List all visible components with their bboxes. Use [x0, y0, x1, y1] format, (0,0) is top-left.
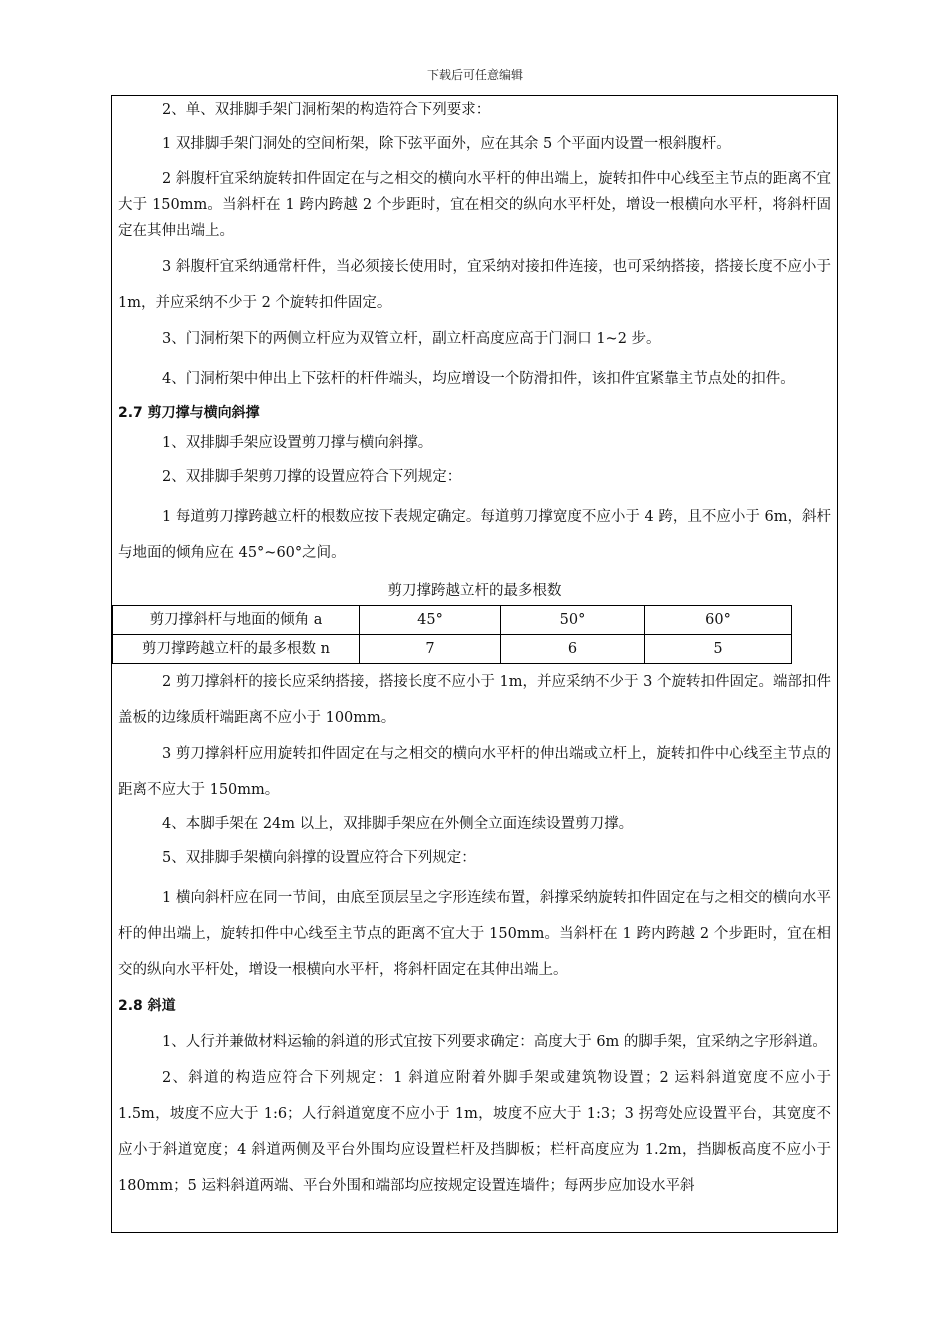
section-heading: 2.7 剪刀撑与横向斜撑 [118, 405, 260, 421]
paragraph: 3、门洞桁架下的两侧立杆应为双管立杆，副立杆高度应高于门洞口 1~2 步。 [162, 331, 661, 347]
paragraph: 4、本脚手架在 24m 以上，双排脚手架应在外侧全立面连续设置剪刀撑。 [162, 816, 634, 832]
paragraph: 1 横向斜杆应在同一节间，由底至顶层呈之字形连续布置，斜撑采纳旋转扣件固定在与之相交的横向水平杆的伸出端上，旋转扣件中心线至主节点的距离不宜大于 150mm。当斜杆在 1 跨内跨越 2 个步距时，宜在相交的纵向水平杆处，增设一根横向水平杆，将斜杆固定在其伸出端上。 [118, 890, 831, 978]
table-cell: 剪刀撑跨越立杆的最多根数 n [113, 635, 360, 664]
table-cell: 50° [501, 606, 645, 635]
paragraph: 2、斜道的构造应符合下列规定：1 斜道应附着外脚手架或建筑物设置；2 运料斜道宽度不应小于 1.5m，坡度不应大于 1:6；人行斜道宽度不应小于 1m，坡度不应大于 1:3；3 拐弯处应设置平台，其宽度不应小于斜道宽度；4 斜道两侧及平台外围均应设置栏杆及挡脚板；栏杆高度应为 1.2m，挡脚板高度不应小于 180mm；5 运料斜道两端、平台外围和端部均应按规定设置连墙件；每两步应加设水平斜 [118, 1070, 831, 1194]
paragraph: 2 剪刀撑斜杆的接长应采纳搭接，搭接长度不应小于 1m，并应采纳不少于 3 个旋转扣件固定。端部扣件盖板的边缘质杆端距离不应小于 100mm。 [118, 674, 831, 726]
paragraph: 2、双排脚手架剪刀撑的设置应符合下列规定： [162, 469, 462, 485]
table-cell: 5 [645, 635, 792, 664]
document-frame [111, 95, 838, 1233]
table-cell: 6 [501, 635, 645, 664]
section-heading: 2.8 斜道 [118, 998, 176, 1014]
page-header: 下载后可任意编辑 [426, 68, 523, 82]
table-row [113, 606, 792, 635]
table-row [113, 635, 792, 664]
document-body [118, 98, 831, 1204]
paragraph: 2 斜腹杆宜采纳旋转扣件固定在与之相交的横向水平杆的伸出端上，旋转扣件中心线至主节点的距离不宜大于 150mm。当斜杆在 1 跨内跨越 2 个步距时，宜在相交的纵向水平杆处，增设一根横向水平杆，将斜杆固定在其伸出端上。 [118, 171, 831, 239]
paragraph: 3 斜腹杆宜采纳通常杆件，当必须接长使用时，宜采纳对接扣件连接，也可采纳搭接，搭接长度不应小于 1m，并应采纳不少于 2 个旋转扣件固定。 [118, 259, 831, 311]
paragraph: 3 剪刀撑斜杆应用旋转扣件固定在与之相交的横向水平杆的伸出端或立杆上，旋转扣件中心线至主节点的距离不应大于 150mm。 [118, 746, 831, 798]
paragraph: 4、门洞桁架中伸出上下弦杆的杆件端头，均应增设一个防滑扣件，该扣件宜紧靠主节点处的扣件。 [162, 371, 795, 387]
table-cell: 7 [360, 635, 501, 664]
paragraph: 2、单、双排脚手架门洞桁架的构造符合下列要求： [162, 102, 491, 118]
spec-table [112, 605, 792, 664]
paragraph: 1 双排脚手架门洞处的空间桁架，除下弦平面外，应在其余 5 个平面内设置一根斜腹杆。 [162, 136, 731, 152]
table-cell: 60° [645, 606, 792, 635]
table-cell: 45° [360, 606, 501, 635]
table-caption: 剪刀撑跨越立杆的最多根数 [387, 583, 562, 599]
paragraph: 1、双排脚手架应设置剪刀撑与横向斜撑。 [162, 435, 433, 451]
paragraph: 5、双排脚手架横向斜撑的设置应符合下列规定： [162, 850, 476, 866]
paragraph: 1 每道剪刀撑跨越立杆的根数应按下表规定确定。每道剪刀撑宽度不应小于 4 跨，且不应小于 6m，斜杆与地面的倾角应在 45°~60°之间。 [118, 509, 831, 561]
table-cell: 剪刀撑斜杆与地面的倾角 a [113, 606, 360, 635]
paragraph: 1、人行并兼做材料运输的斜道的形式宜按下列要求确定：高度大于 6m 的脚手架，宜采纳之字形斜道。 [162, 1034, 827, 1050]
